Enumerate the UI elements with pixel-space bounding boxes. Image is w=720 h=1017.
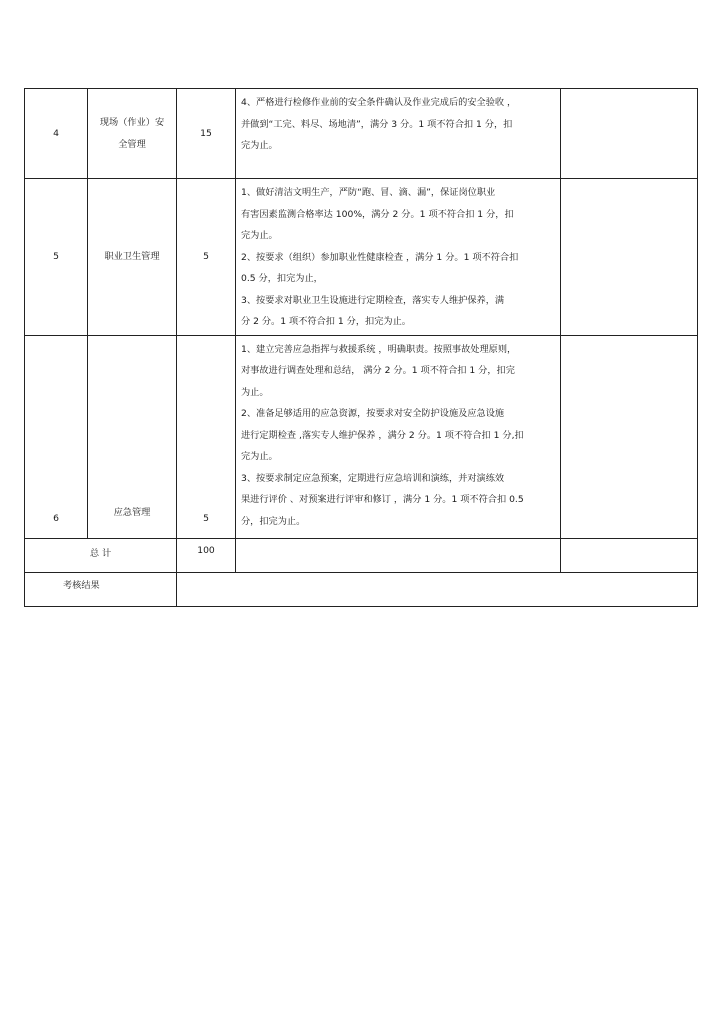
item-score: 15 xyxy=(177,89,236,179)
total-score: 100 xyxy=(177,538,236,572)
total-standard-cell xyxy=(236,538,561,572)
total-label: 总 计 xyxy=(25,538,177,572)
item-name: 职业卫生管理 xyxy=(88,179,177,336)
total-result-cell xyxy=(561,538,698,572)
result-label: 考核结果 xyxy=(25,572,177,606)
result-row xyxy=(25,572,698,606)
score-cell xyxy=(561,335,698,538)
item-number: 5 xyxy=(25,179,88,336)
table-row xyxy=(25,89,698,179)
assessment-standard: 1、建立完善应急指挥与救援系统 ，明确职责。按照事故处理原则， 对事故进行调查处理和总结， 满分 2 分。1 项不符合扣 1 分，扣完 为止。 2、准备足够适用的应急资源，按要求对安全防护设施及应急设施 进行定期检查 ,落实专人维护保养 ，满分 2 分。1 项不符合扣 1 分,扣 完为止。 3、按要求制定应急预案，定期进行应急培训和演练，并对演练效 果进行评价 、对预案进行评审和修订 ，满分 1 分。1 项不符合扣 0.5 分，扣完为止。 xyxy=(236,335,561,538)
item-name: 应急管理 xyxy=(88,335,177,538)
item-score: 5 xyxy=(177,335,236,538)
table-row xyxy=(25,335,698,538)
score-cell xyxy=(561,89,698,179)
item-name: 现场（作业）安 全管理 xyxy=(88,89,177,179)
assessment-standard: 4、严格进行检修作业前的安全条件确认及作业完成后的安全验收 ， 并做到“工完、料尽、场地清”，满分 3 分。1 项不符合扣 1 分，扣 完为止。 xyxy=(236,89,561,179)
item-number: 6 xyxy=(25,335,88,538)
assessment-table xyxy=(24,88,698,607)
table-row xyxy=(25,179,698,336)
total-row xyxy=(25,538,698,572)
item-score: 5 xyxy=(177,179,236,336)
assessment-standard: 1、做好清洁文明生产，严防“跑、冒、滴、漏”，保证岗位职业 有害因素监测合格率达 100%，满分 2 分。1 项不符合扣 1 分，扣 完为止。 2、按要求（组织）参加职业性健康检查 ，满分 1 分。1 项不符合扣 0.5 分，扣完为止， 3、按要求对职业卫生设施进行定期检查，落实专人维护保养，满 分 2 分。1 项不符合扣 1 分，扣完为止。 xyxy=(236,179,561,336)
score-cell xyxy=(561,179,698,336)
result-value-cell xyxy=(177,572,698,606)
item-number: 4 xyxy=(25,89,88,179)
